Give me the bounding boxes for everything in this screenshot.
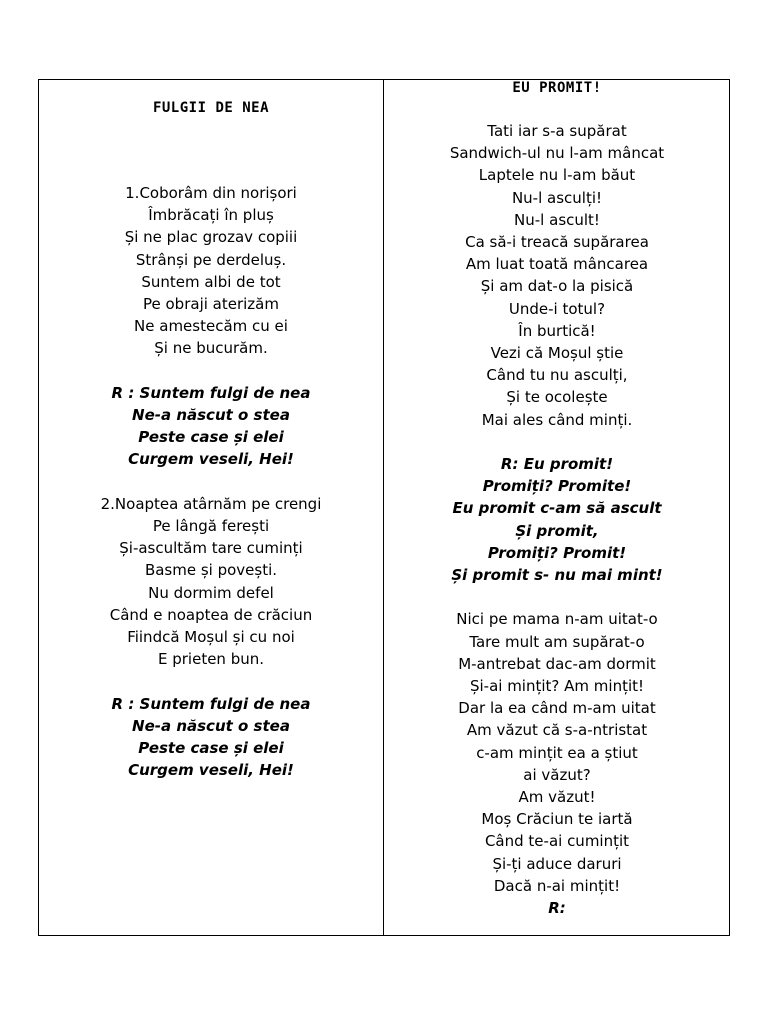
left-stanza-1 — [40, 182, 382, 360]
lyric-line: Basme și povești. — [144, 561, 278, 580]
right-refrain — [385, 453, 729, 586]
blank-line — [40, 360, 382, 382]
lyric-line: c-am mințit ea a știut — [476, 743, 638, 762]
lyric-line: Dacă n-ai mințit! — [493, 876, 621, 895]
lyric-line: Și-ascultăm tare cuminți — [119, 539, 303, 558]
lyric-line: E prieten bun. — [157, 650, 265, 669]
lyric-line: Sandwich-ul nu l-am mâncat — [449, 144, 665, 163]
lyric-line: Ca să-i treacă supărarea — [465, 233, 649, 252]
left-song-title: FULGII DE NEA — [152, 100, 270, 116]
left-refrain-1 — [40, 382, 382, 471]
left-song-column — [40, 182, 382, 781]
lyric-line: 2.Noaptea atârnăm pe crengi — [100, 494, 322, 513]
lyric-line: 1.Coborâm din norișori — [125, 184, 297, 202]
lyric-line: Fiindcă Moșul și cu noi — [127, 628, 295, 647]
lyric-line: Moș Crăciun te iartă — [481, 810, 633, 829]
refrain-line: Ne-a născut o stea — [132, 406, 290, 425]
lyric-line: Suntem albi de tot — [141, 272, 281, 291]
blank-line — [40, 670, 382, 692]
lyric-line: Pe obraji aterizăm — [143, 295, 279, 314]
left-stanza-2 — [40, 493, 382, 671]
blank-line — [385, 431, 729, 453]
right-stanza-1 — [385, 120, 729, 431]
refrain-line: Peste case și elei — [138, 739, 284, 758]
refrain-line: Eu promit c-am să ascult — [452, 499, 662, 518]
refrain-line: Și promit, — [515, 521, 599, 540]
refrain-line: Peste case și elei — [138, 428, 284, 447]
lyric-line: Și-ți aduce daruri — [492, 854, 622, 873]
right-song-column — [385, 120, 729, 919]
lyric-line: M-antrebat dac-am dormit — [458, 654, 656, 673]
lyric-line: Vezi că Moșul știe — [490, 344, 624, 363]
refrain-marker: R: — [548, 899, 566, 918]
refrain-line: R : Suntem fulgi de nea — [111, 694, 311, 713]
lyric-line: Ne amestecăm cu ei — [134, 317, 288, 336]
lyric-line: Nu-l asculți! — [511, 188, 603, 207]
lyric-line: Unde-i totul? — [508, 299, 606, 318]
lyric-line: Dar la ea când m-am uitat — [458, 699, 656, 718]
refrain-line: Ne-a născut o stea — [132, 716, 290, 735]
lyric-line: Când tu nu asculți, — [486, 366, 628, 385]
refrain-line: Curgem veseli, Hei! — [128, 761, 294, 780]
lyric-line: Pe lângă ferești — [152, 517, 270, 536]
lyric-line: Când e noaptea de crăciun — [109, 605, 313, 624]
lyric-line: Mai ales când minți. — [481, 410, 633, 429]
lyric-line: Tare mult am supărat-o — [469, 632, 645, 651]
lyric-line: Și am dat-o la pisică — [480, 277, 634, 296]
lyric-line: Am luat toată mâncarea — [465, 255, 649, 274]
lyric-line: Și-ai mințit? Am mințit! — [469, 677, 645, 696]
lyric-line: Nici pe mama n-am uitat-o — [456, 610, 658, 629]
lyric-line: Îmbrăcați în pluș — [148, 206, 274, 225]
lyric-line: ai văzut? — [523, 765, 591, 784]
lyric-line: Nu dormim defel — [148, 583, 274, 602]
refrain-line: R: Eu promit! — [500, 455, 614, 474]
lyric-line: Tati iar s-a supărat — [487, 122, 627, 140]
column-divider — [383, 79, 384, 936]
right-song-title: EU PROMIT! — [512, 80, 602, 96]
lyric-line: Când te-ai cumințit — [484, 832, 630, 851]
blank-line — [385, 586, 729, 608]
lyric-line: Și ne plac grozav copiii — [124, 228, 298, 247]
refrain-line: Și promit s- nu mai mint! — [451, 566, 663, 585]
lyric-line: Laptele nu l-am băut — [478, 166, 636, 185]
refrain-line: Curgem veseli, Hei! — [128, 450, 294, 469]
refrain-line: Promiți? Promit! — [487, 543, 627, 562]
left-refrain-2 — [40, 693, 382, 782]
lyric-line: Strânși pe derdeluș. — [135, 250, 287, 269]
refrain-line: Promiți? Promite! — [482, 477, 632, 496]
lyric-line: Nu-l ascult! — [514, 210, 600, 229]
blank-line — [40, 471, 382, 493]
lyric-line: Am văzut că s-a-ntristat — [466, 721, 648, 740]
refrain-line: R : Suntem fulgi de nea — [111, 383, 311, 402]
lyric-line: Și ne bucurăm. — [154, 339, 268, 358]
right-stanza-2 — [385, 608, 729, 897]
lyric-line: Și te ocolește — [506, 388, 608, 407]
lyric-line: În burtică! — [518, 321, 596, 340]
lyric-line: Am văzut! — [518, 788, 596, 807]
